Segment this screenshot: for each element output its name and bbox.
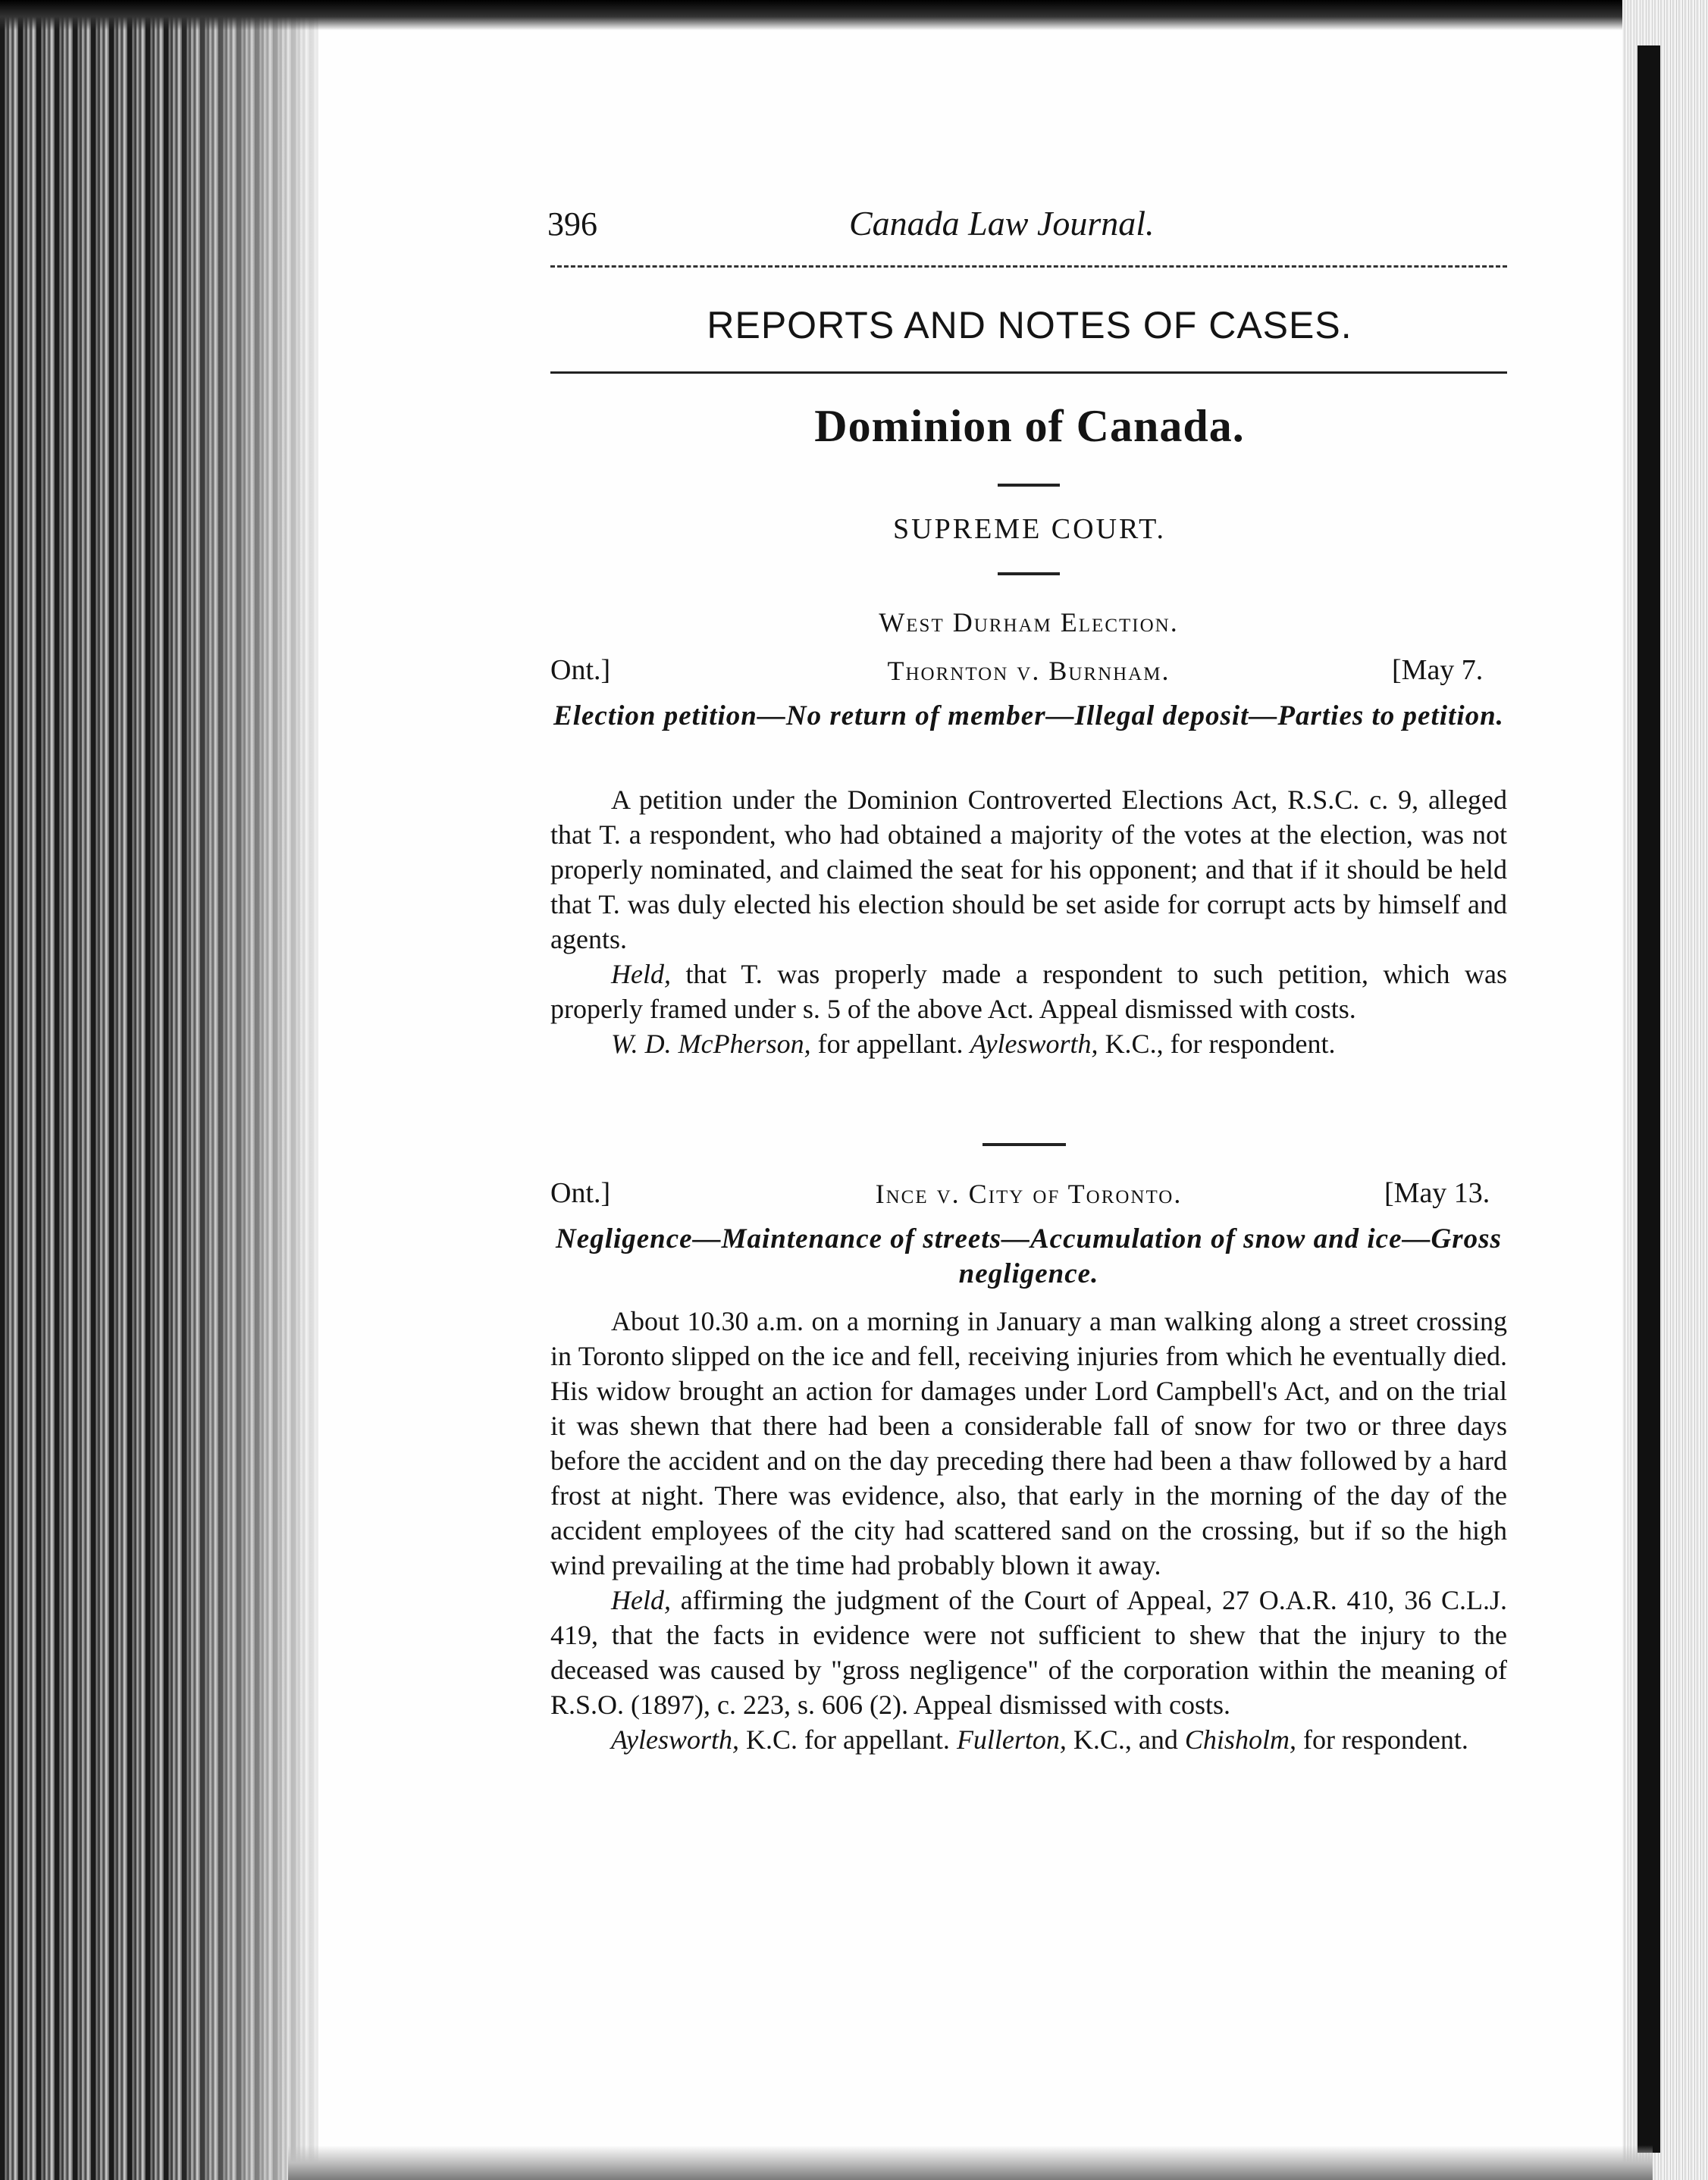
case-1-counsel-respondent: Aylesworth,: [970, 1029, 1098, 1059]
page-sheet: [318, 30, 1622, 2145]
case-2-counsel-3-rest: for respondent.: [1302, 1724, 1468, 1755]
case-2-counsel: [550, 1722, 1507, 1757]
page-number: 396: [547, 205, 597, 243]
election-name: West Durham Election.: [879, 607, 1179, 637]
header-rule: [550, 265, 1507, 268]
case-2-facts: About 10.30 a.m. on a morning in January a man walking along a street crossing in Toronto slipped on the ice and fell, receiving injuries from which he eventually died. His widow brought an action for damages under Lord Campbell's Act, and on the trial it was shewn that there had been a considerable fall of snow for two or three days before the accident and on the day preceding there had been a thaw followed by a hard frost at night. There was evidence, also, that early in the morning of the day of the accident employees of the city had scattered sand on the crossing, but if so the high wind prevailing at the time had probably blown it away.: [550, 1306, 1507, 1580]
case-2-counsel-1: Aylesworth,: [611, 1724, 739, 1755]
case-2-body: [550, 1304, 1507, 1757]
case-1-court-label: Ont.]: [550, 654, 611, 686]
case-1-counsel: [550, 1026, 1507, 1061]
case-1-counsel-appellant: W. D. McPherson,: [611, 1029, 811, 1059]
case-2-held-text: affirming the judgment of the Court of Appeal, 27 O.A.R. 410, 36 C.L.J. 419, that the facts in evidence were not sufficient to shew that the injury to the deceased was caused by "gross negligence" of the corporation within the meaning of R.S.O. (1897), c. 223, s. 606 (2). Appeal dismissed with costs.: [550, 1585, 1508, 1720]
short-rule-1: [998, 484, 1060, 487]
jurisdiction-heading: Dominion of Canada.: [814, 401, 1245, 451]
case-2-counsel-2-rest: K.C., and: [1073, 1724, 1178, 1755]
case-1-counsel-appellant-rest: for appellant.: [817, 1029, 964, 1059]
held-label: Held,: [611, 959, 671, 989]
page-edges-right: [1622, 0, 1708, 2180]
case-2-counsel-1-rest: K.C. for appellant.: [746, 1724, 950, 1755]
case-2-court-label: Ont.]: [550, 1177, 611, 1209]
case-2-headnote: Negligence—Maintenance of streets—Accumulation of snow and ice—Gross negligence.: [556, 1223, 1502, 1289]
case-1-headnote: Election petition—No return of member—Illegal deposit—Parties to petition.: [553, 700, 1504, 731]
held-label: Held,: [611, 1585, 671, 1615]
scan-right-border: [1637, 45, 1660, 2153]
gutter-shadow: [174, 0, 318, 2180]
scan-bottom-edge: [288, 2145, 1653, 2180]
case-divider: [982, 1143, 1066, 1146]
case-2-held: [550, 1583, 1507, 1722]
case-1-counsel-respondent-rest: K.C., for respondent.: [1105, 1029, 1336, 1059]
journal-title: Canada Law Journal.: [849, 204, 1155, 243]
case-1-parties: Thornton v. Burnham.: [887, 656, 1171, 686]
section-title: REPORTS AND NOTES OF CASES.: [707, 304, 1352, 346]
case-1-facts: A petition under the Dominion Controverted Elections Act, R.S.C. c. 9, alleged that T. a respondent, who had obtained a majority of the votes at the election, was not properly nominated, and claimed the seat for his opponent; and that if it should be held that T. was duly elected his election should be set aside for corrupt acts by himself and agents.: [550, 785, 1507, 954]
case-2-counsel-3: Chisholm,: [1184, 1724, 1296, 1755]
case-2-counsel-2: Fullerton,: [956, 1724, 1067, 1755]
case-1-date: [May 7.: [1392, 654, 1484, 686]
short-rule-2: [998, 572, 1060, 575]
scan-top-edge: [0, 0, 1708, 30]
court-heading: SUPREME COURT.: [893, 513, 1166, 545]
case-2-date: [May 13.: [1384, 1177, 1490, 1209]
case-1-held: [550, 957, 1507, 1026]
case-1-body: [550, 782, 1507, 1061]
case-1-held-text: that T. was properly made a respondent to such petition, which was properly framed under s. 5 of the above Act. Appeal dismissed with costs.: [550, 959, 1508, 1024]
case-2-parties: Ince v. City of Toronto.: [875, 1179, 1183, 1209]
section-rule: [550, 371, 1507, 374]
